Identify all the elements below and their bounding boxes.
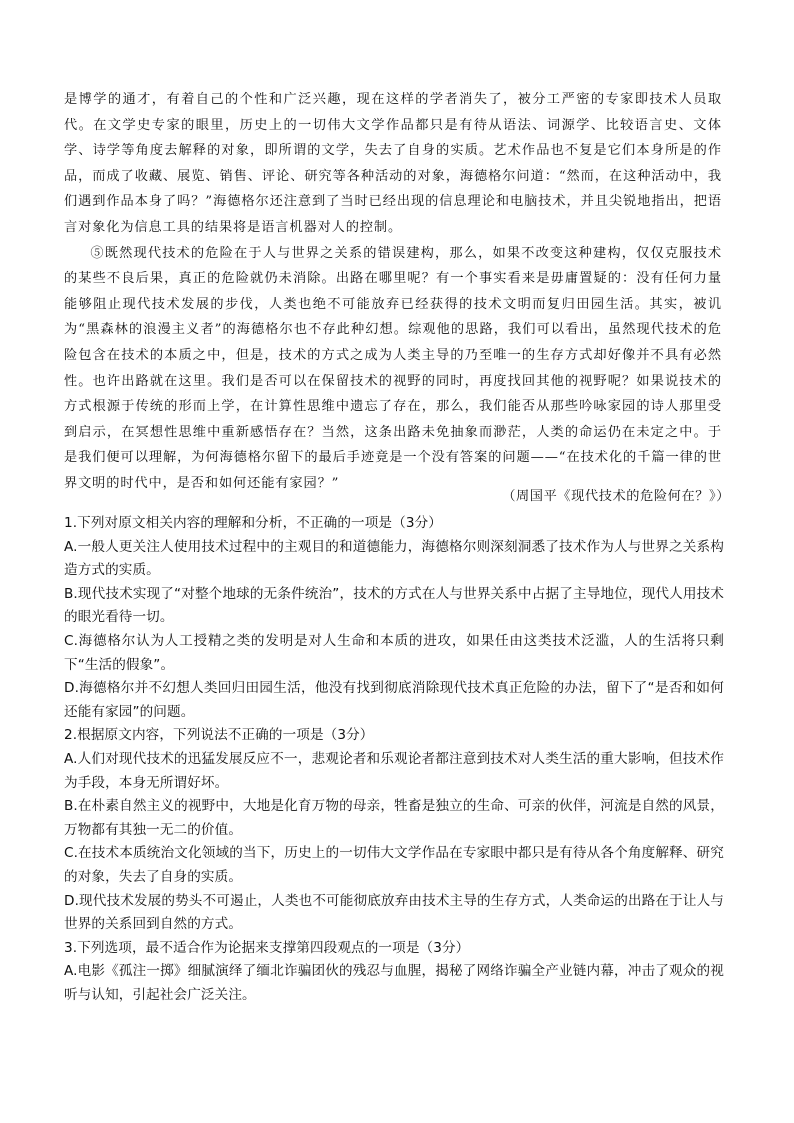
question-2-option-c: C.在技术本质统治文化领域的当下，历史上的一切伟大文学作品在专家眼中都只是有待从各个角度解释、研究的对象，失去了自身的实质。: [64, 845, 724, 885]
question-1-option-a: A.一般人更关注人使用技术过程中的主观目的和道德能力，海德格尔则深刻洞悉了技术作为人与世界之关系构造方式的实质。: [64, 538, 724, 579]
source-citation: （周国平《现代技术的危险何在？》）: [502, 489, 730, 504]
question-list: [64, 512, 724, 1007]
question-2-option-b: B.在朴素自然主义的视野中，大地是化育万物的母亲，牲畜是独立的生命、可亲的伙伴，河流是自然的风景，万物都有其独一无二的价值。: [64, 798, 724, 838]
question-2-option-a: A.人们对现代技术的迅猛发展反应不一，悲观论者和乐观论者都注意到技术对人类生活的重大影响，但技术作为手段，本身无所谓好坏。: [64, 750, 724, 791]
question-2-stem: 2.根据原文内容，下列说法不正确的一项是（3分）: [64, 727, 374, 744]
question-1-stem: 1.下列对原文相关内容的理解和分析，不正确的一项是（3分）: [64, 515, 442, 531]
question-1-option-b: B.现代技术实现了“对整个地球的无条件统治”，技术的方式在人与世界关系中占据了主导地位，现代人用技术的眼光看待一切。: [64, 585, 724, 626]
question-1-option-d: D.海德格尔并不幻想人类回归田园生活，他没有找到彻底消除现代技术真正危险的办法，留下了“是否和如何还能有家园”的问题。: [64, 680, 724, 720]
reading-passage: [64, 87, 722, 497]
question-3-option-a: A.电影《孤注一掷》细腻演绎了缅北诈骗团伙的残忍与血腥，揭秘了网络诈骗全产业链内幕，冲击了观众的视听与认知，引起社会广泛关注。: [64, 963, 724, 1003]
passage-paragraph-5: ⑤既然现代技术的危险在于人与世界之关系的错误建构，那么，如果不改变这种建构，仅仅克服技术的某些不良后果，真正的危险就仍未消除。出路在哪里呢？有一个事实看来是毋庸置疑的：没有任何力量能够阻止现代技术发展的步伐，人类也绝不可能放弃已经获得的技术文明而复归田园生活。其实，被讥为“黑森林的浪漫主义者”的海德格尔也不存此种幻想。综观他的思路，我们可以看出，虽然现代技术的危险包含在技术的本质之中，但是，技术的方式之成为人类主导的乃至唯一的生存方式却好像并不具有必然性。也许出路就在这里。我们是否可以在保留技术的视野的同时，再度找回其他的视野呢？如果说技术的方式根源于传统的形而上学，在计算性思维中遗忘了存在，那么，我们能否从那些吟咏家园的诗人那里受到启示，在冥想性思维中重新感悟存在？当然，这条出路未免抽象而渺茫，人类的命运仍在未定之中。于是我们便可以理解，为何海德格尔留下的最后手迹竟是一个没有答案的问题——“在技术化的千篇一律的世界文明的时代中，是否和如何还能有家园？”: [64, 245, 722, 491]
question-1-option-c: C.海德格尔认为人工授精之类的发明是对人生命和本质的进攻，如果任由这类技术泛滥，人的生活将只剩下“生活的假象”。: [64, 632, 724, 673]
question-3-stem: 3.下列选项，最不适合作为论据来支撑第四段观点的一项是（3分）: [64, 939, 470, 956]
passage-paragraph-continued: 是博学的通才，有着自己的个性和广泛兴趣，现在这样的学者消失了，被分工严密的专家即技术人员取代。在文学史专家的眼里，历史上的一切伟大文学作品都只是有待从语法、词源学、比较语言史、文体学、诗学等角度去解释的对象，即所谓的文学，失去了自身的实质。艺术作品也不复是它们本身所是的作品，而成了收藏、展览、销售、评论、研究等各种活动的对象，海德格尔问道：“然而，在这种活动中，我们遇到作品本身了吗？”海德格尔还注意到了当时已经出现的信息理论和电脑技术，并且尖锐地指出，把语言对象化为信息工具的结果将是语言机器对人的控制。: [64, 92, 722, 235]
question-2-option-d: D.现代技术发展的势头不可遏止，人类也不可能彻底放弃由技术主导的生存方式，人类命运的出路在于让人与世界的关系回到自然的方式。: [64, 892, 724, 933]
